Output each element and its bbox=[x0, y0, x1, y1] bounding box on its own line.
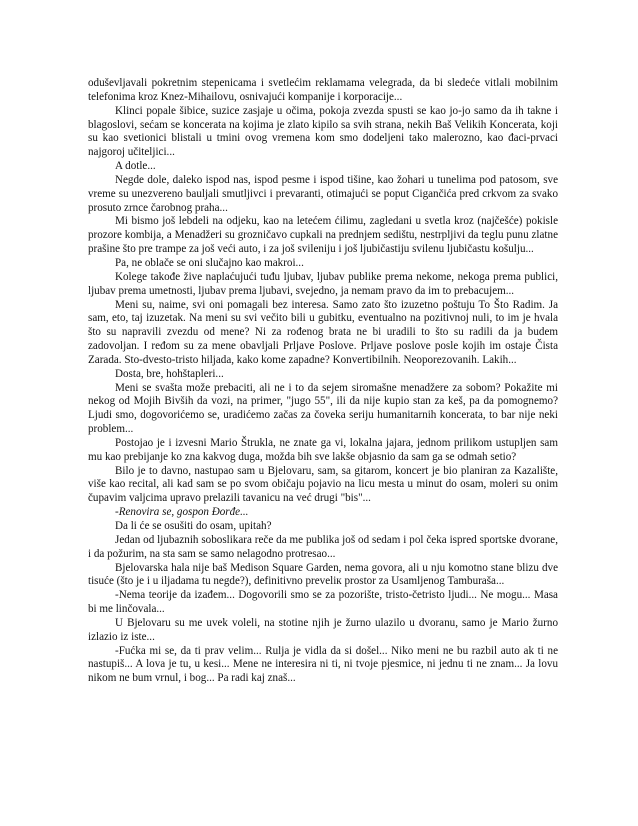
paragraph-19: -Fućka mi se, da ti prav velim... Rulja je vidla da si došel... Niko meni ne bu razbil auto ak ti ne nastupiš... A lova je tu, u kesi... Mene ne interesira ni ti, ni tvoje pjesmice, ni jednu ti ne znam... Ja lovu nikom ne bum vrnul, i bog... Pa radi kaj znaš... bbox=[88, 644, 558, 685]
paragraph-2: Klinci popale šibice, suzice zasjaje u očima, pokoja zvezda spusti se kao jo-jo samo da ih takne i blagoslovi, sećam se koncerata na kojima je zlato kipilo sa svih strana, nekih Baš Velikih Koncerata, koji su kao svetionici blistali u tmini ovog vremena kom smo dodeljeni tako malerozno, kao đaci-prvaci najgoroj učiteljici... bbox=[88, 104, 558, 159]
document-page bbox=[88, 77, 558, 686]
paragraph-6: Pa, ne oblače se oni slučajno kao makroi... bbox=[115, 256, 304, 269]
paragraph-4: Negde dole, daleko ispod nas, ispod pesme i ispod tišine, kao žohari u tunelima pod patosom, sve vreme su unezvereno bauljali smutljivci i prevaranti, otimajući se poput Cigančića pred crkvom za svako prosuto zrnce čarobnog praha... bbox=[88, 173, 558, 214]
paragraph-12: Bilo je to davno, nastupao sam u Bjelovaru, sam, sa gitarom, koncert je bio planiran za Kazalište, više kao recital, ali kad sam se po svom običaju pojavio na licu mesta u minut do osam, moleri su onim čupavim valjcima upravo prelazili tavanicu na već drugi "bis"... bbox=[88, 464, 558, 505]
paragraph-16: Bjelovarska hala nije baš Medison Square Garden, nema govora, ali u nju komotno stane blizu dve tisuće (što je i u iljadama tu negde?), definitivno preveliк prostor za Usamljenog Tamburaša... bbox=[88, 561, 558, 588]
paragraph-18: U Bjelovaru su me uvek voleli, na stotine njih je žurno ulazilo u dvoranu, samo je Mario žurno izlazio iz iste... bbox=[88, 616, 558, 643]
paragraph-17: -Nema teorije da izađem... Dogovorili smo se za pozorište, tristo-četristo ljudi... Ne mogu... Masa bi me linčovala... bbox=[88, 589, 558, 616]
paragraph-1: oduševljavali pokretnim stepenicama i svetlećim reklamama velegrada, da bi sledeće vitlali mobilnim telefonima kroz Knez-Mihailovu, osnivajući kompanije i korporacije... bbox=[88, 77, 558, 103]
paragraph-7: Kolege takođe žive naplaćujući tuđu ljubav, ljubav publike prema nekome, nekoga prema publici, ljubav prema umetnosti, ljubav prema ljubavi, svejedno, ja nemam pravo da im to prebacujem... bbox=[88, 270, 558, 297]
paragraph-9: Dosta, bre, hohštapleri... bbox=[115, 367, 224, 380]
paragraph-11: Postojao je i izvesni Mario Štrukla, ne znate ga vi, lokalna jajara, jednom prilikom ustupljen sam mu kao prebijanje ko zna kakvog duga, možda bih sve lakše objasnio da sam ga se odmah setio? bbox=[88, 436, 558, 463]
paragraph-5: Mi bismo još lebdeli na odjeku, kao na letećem ćilimu, zagledani u svetla kroz (najčešće) pokisle prozore kombija, a Menadžeri su grozničavo cupkali na prednjem sedištu, nestrpljivi da teglu punu zlatne prašine što pre trampe za još veći auto, i za još svileniju i još ljubičastiju svilenu ljubičastu košulju... bbox=[88, 215, 558, 256]
paragraph-15: Jedan od ljubaznih soboslikara reče da me publika još od sedam i pol čeka ispred sportske dvorane, i da požurim, na sta sam se samo nelagodno protresao... bbox=[88, 533, 558, 560]
paragraph-3: A dotle... bbox=[115, 160, 156, 173]
paragraph-14: Da li će se osušiti do osam, upitah? bbox=[115, 520, 272, 532]
paragraph-10: Meni se svašta može prebaciti, ali ne i to da sejem siromašne menadžere za sobom? Pokažite mi nekog od Mojih Bivših da vozi, na primer, "jugo 55", ili da nije kupio stan za keš, pa da pomognemo? Ljudi smo, dogovorićemo se, uradićemo začas za čoveka seriju humanitarnih koncerata, to bar nije neki problem... bbox=[88, 381, 558, 436]
paragraph-8: Meni su, naime, svi oni pomagali bez interesa. Samo zato što izuzetno poštuju To Što Radim. Ja sam, eto, taj izuzetak. Na meni su svi večito bili u gubitku, eventualno na pozitivnoj nuli, to im je hvala što su napravili zvezdu od mene? Ni za rođenog brata ne bi uradili to što su radili da ja budem zadovoljan. I ređom su za mene obavljali Prljave Poslove. Prljave poslove posle kojih im ostaje Čista Zarada. Sto-dvesto-tristo hiljada, kako kome zapadne? Konvertibilnih. Neoporezovanih. Lakih... bbox=[88, 298, 558, 366]
paragraph-13: -Renovira se, gospon Đorđe... bbox=[115, 506, 249, 519]
